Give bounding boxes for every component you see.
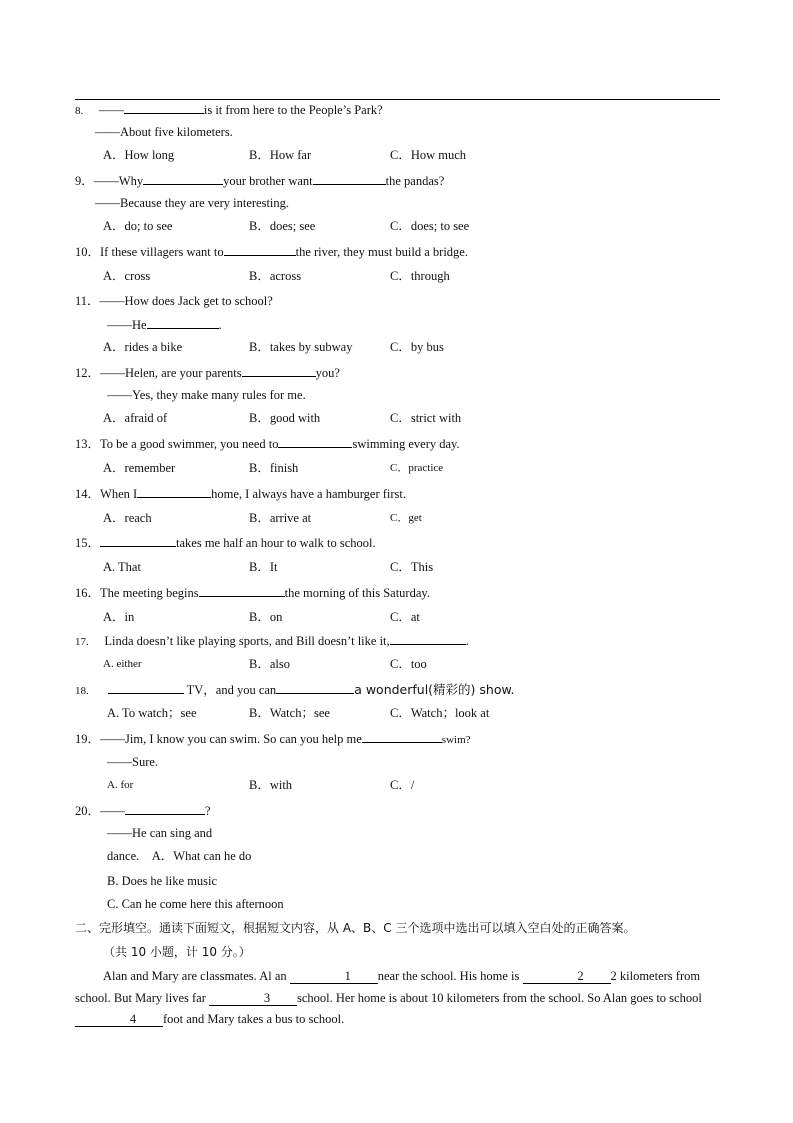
- option-c: C．at: [390, 610, 420, 624]
- option-b: B．also: [249, 657, 290, 671]
- passage-text: 2 kilometers from school. But Mary lives far: [75, 969, 701, 1005]
- question-number: 8.: [75, 105, 84, 117]
- option-b: B．across: [249, 269, 302, 283]
- option-b: B．does; see: [249, 219, 316, 233]
- question-text: ?: [205, 804, 211, 818]
- question-17: [75, 632, 469, 650]
- reply-text: dance.: [107, 849, 140, 863]
- answer-blank: [137, 485, 211, 498]
- question-20: [75, 802, 211, 819]
- option-a: A．How long: [103, 148, 175, 162]
- option-a: A．remember: [103, 461, 176, 475]
- question-text: ——Why: [93, 174, 144, 188]
- answer-blank: [276, 681, 354, 694]
- answer-blank: [224, 243, 296, 256]
- question-number: 14．: [75, 487, 101, 501]
- passage-text: school. Her home is about 10 kilometers from the school. So Alan goes to school: [297, 990, 702, 1005]
- question-15: [75, 534, 376, 551]
- cloze-blank-2: 2: [523, 969, 611, 984]
- question-12-reply: ——Yes, they make many rules for me.: [107, 388, 306, 402]
- passage-text: foot and Mary takes a bus to school.: [163, 1012, 345, 1026]
- passage-text: Alan and Mary are classmates. Al an: [103, 969, 287, 983]
- reply-text: ——He: [107, 318, 147, 332]
- question-number: 10．: [75, 245, 101, 259]
- question-13: [75, 435, 460, 452]
- option-a: A．What can he do: [151, 849, 252, 863]
- option-b: B．How far: [249, 148, 312, 162]
- question-19-reply: ——Sure.: [107, 755, 159, 769]
- option-a: A．rides a bike: [103, 340, 183, 354]
- option-a: A. To watch；see: [107, 706, 197, 720]
- question-text: When I: [100, 487, 138, 501]
- question-19: [75, 730, 471, 748]
- question-8: [75, 101, 383, 119]
- question-18: [75, 681, 515, 699]
- question-text: swim?: [441, 734, 471, 746]
- question-text: To be a good swimmer, you need to: [100, 437, 279, 451]
- question-number: 13．: [75, 437, 101, 451]
- question-text: home, I always have a hamburger first.: [211, 487, 406, 501]
- dash: ——: [100, 804, 126, 818]
- question-text: swimming every day.: [352, 437, 460, 451]
- question-20-reply-cont: [107, 848, 251, 864]
- question-number: 11．: [75, 294, 100, 308]
- question-9: [75, 172, 444, 189]
- question-text: TV，and you can: [186, 683, 277, 697]
- option-c: C．This: [390, 560, 434, 574]
- answer-blank: [124, 101, 204, 114]
- answer-blank: [100, 534, 176, 547]
- question-text: the pandas?: [385, 174, 445, 188]
- question-8-reply: ——About five kilometers.: [95, 125, 233, 139]
- option-c: C．by bus: [390, 340, 444, 354]
- answer-blank: [108, 681, 184, 694]
- question-16: [75, 584, 430, 601]
- dash: ——: [98, 103, 124, 117]
- question-number: 17.: [75, 636, 89, 648]
- option-a: A．do; to see: [103, 219, 173, 233]
- option-c: C．practice: [390, 462, 444, 474]
- option-c: C．Watch；look at: [390, 706, 490, 720]
- section-note: （共 10 小题，计 10 分。）: [103, 945, 251, 959]
- option-b: B．on: [249, 610, 283, 624]
- question-11: [75, 293, 273, 309]
- option-a: A. That: [103, 560, 141, 574]
- answer-blank: [390, 632, 466, 645]
- option-a: A．reach: [103, 511, 152, 525]
- option-c: C．through: [390, 269, 450, 283]
- option-a: A. for: [107, 779, 134, 791]
- answer-blank: [147, 316, 219, 329]
- header-rule: [75, 99, 720, 100]
- option-c: C．/: [390, 778, 415, 792]
- option-a: A. either: [103, 658, 142, 670]
- question-text: is it from here to the People’s Park?: [203, 103, 383, 117]
- option-b: B．with: [249, 778, 293, 792]
- cloze-blank-1: 1: [290, 969, 378, 984]
- question-text: the river, they must build a bridge.: [295, 245, 468, 259]
- question-text: ——Helen, are your parents: [100, 366, 242, 380]
- option-c: C．does; to see: [390, 219, 470, 233]
- option-b: B．It: [249, 560, 278, 574]
- question-text: .: [465, 634, 469, 648]
- question-text: ——Jim, I know you can swim. So can you help me: [100, 732, 362, 746]
- question-text: your brother want: [223, 174, 313, 188]
- option-c: C．too: [390, 657, 427, 671]
- answer-blank: [199, 584, 285, 597]
- question-text: a wonderful(精彩的) show.: [354, 682, 515, 697]
- cloze-blank-3: 3: [209, 991, 297, 1006]
- answer-blank: [362, 730, 442, 743]
- reply-text: .: [218, 318, 222, 332]
- cloze-passage: [75, 966, 720, 1031]
- question-text: takes me half an hour to walk to school.: [176, 536, 376, 550]
- question-number: 9．: [75, 174, 94, 188]
- question-number: 18.: [75, 685, 89, 697]
- answer-blank: [242, 364, 316, 377]
- question-text: Linda doesn’t like playing sports, and Bill doesn’t like it,: [104, 634, 390, 648]
- question-text: the morning of this Saturday.: [284, 586, 430, 600]
- option-a: A．in: [103, 610, 135, 624]
- question-number: 12．: [75, 366, 101, 380]
- answer-blank: [143, 172, 223, 185]
- question-10: [75, 243, 468, 260]
- question-text: ——How does Jack get to school?: [99, 294, 273, 308]
- section-heading: 二、完形填空。通读下面短文，根据短文内容，从 A、B、C 三个选项中选出可以填入空白处的正确答案。: [75, 921, 636, 935]
- question-number: 16．: [75, 586, 101, 600]
- answer-blank: [313, 172, 386, 185]
- option-c: C．strict with: [390, 411, 462, 425]
- option-b: B．Watch；see: [249, 706, 330, 720]
- question-14: [75, 485, 406, 502]
- option-b: B．arrive at: [249, 511, 312, 525]
- question-11-reply: [107, 316, 222, 333]
- option-a: A．cross: [103, 269, 151, 283]
- option-a: A．afraid of: [103, 411, 168, 425]
- passage-text: near the school. His home is: [377, 969, 520, 983]
- option-b: B．good with: [249, 411, 321, 425]
- question-number: 20．: [75, 804, 101, 818]
- option-c: C. Can he come here this afternoon: [107, 897, 284, 911]
- question-text: The meeting begins: [100, 586, 199, 600]
- option-b: B．takes by subway: [249, 340, 353, 354]
- question-9-reply: ——Because they are very interesting.: [95, 196, 290, 210]
- cloze-blank-4: 4: [75, 1012, 163, 1027]
- option-b: B．finish: [249, 461, 299, 475]
- question-20-reply: ——He can sing and: [107, 826, 213, 840]
- question-text: you?: [315, 366, 340, 380]
- question-text: If these villagers want to: [100, 245, 224, 259]
- question-number: 15．: [75, 536, 101, 550]
- option-c: C．How much: [390, 148, 467, 162]
- question-12: [75, 364, 340, 381]
- option-b: B. Does he like music: [107, 874, 218, 888]
- question-number: 19．: [75, 732, 101, 746]
- answer-blank: [125, 802, 205, 815]
- answer-blank: [278, 435, 352, 448]
- option-c: C．get: [390, 512, 422, 524]
